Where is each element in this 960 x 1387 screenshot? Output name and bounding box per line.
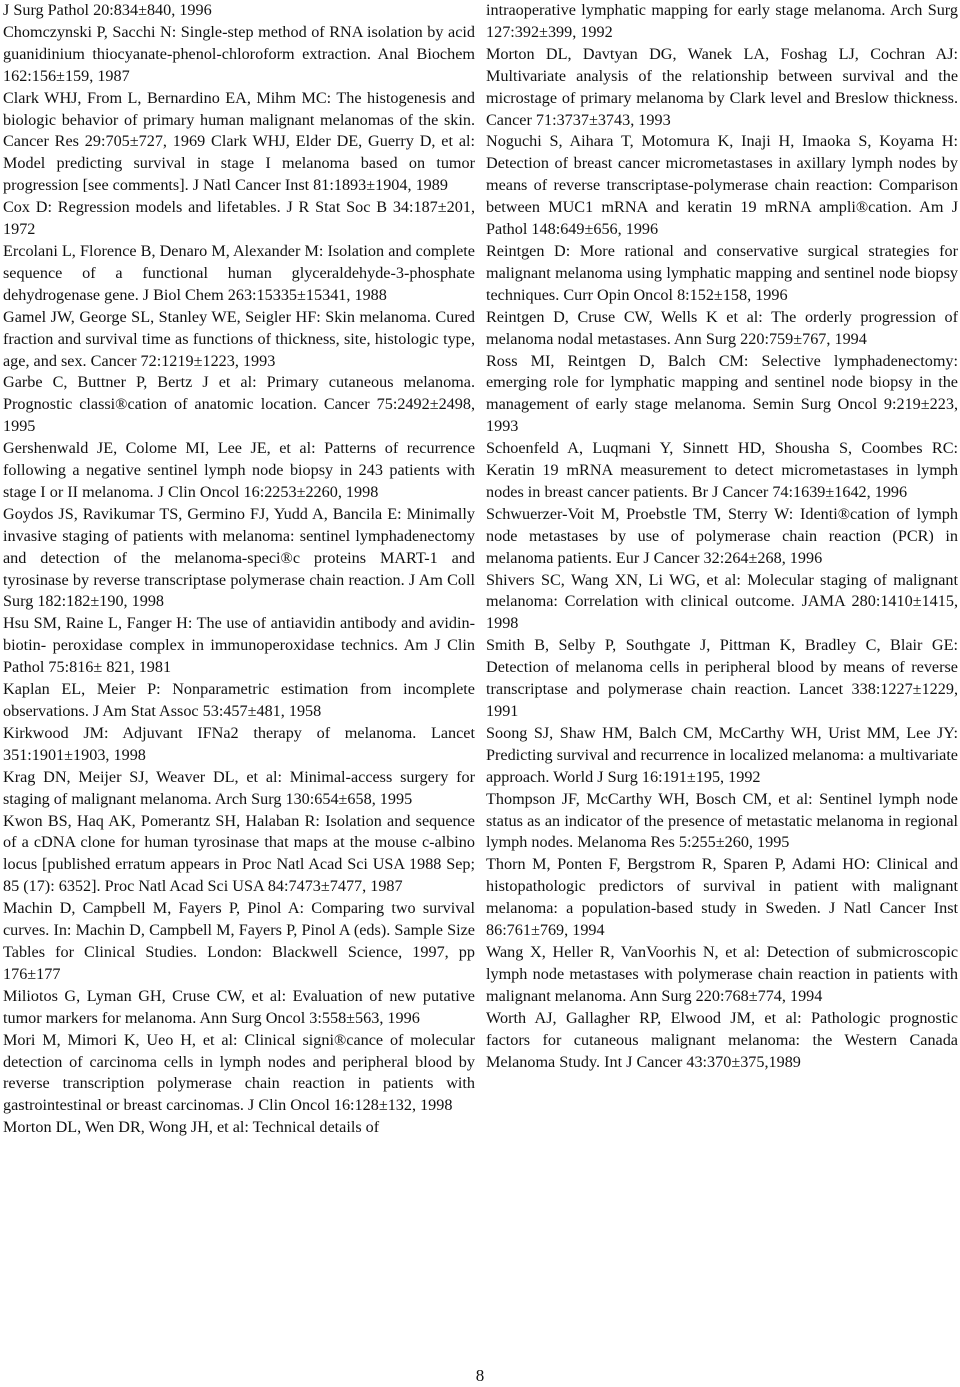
reference-entry: Ercolani L, Florence B, Denaro M, Alexander M: Isolation and complete sequence of a functional human glyceraldehyde-3-phosphate dehydrogenase gene. J Biol Chem 263:15335±15341, 1988 — [3, 241, 475, 304]
reference-entry: Schwuerzer-Voit M, Proebstle TM, Sterry W: Identi®cation of lymph node metastases by use of polymerase chain reaction (PCR) in melanoma patients. Eur J Cancer 32:264±268, 1996 — [486, 504, 958, 567]
reference-entry: Miliotos G, Lyman GH, Cruse CW, et al: Evaluation of new putative tumor markers for melanoma. Ann Surg Oncol 3:558±563, 1996 — [3, 986, 475, 1027]
reference-entry: Kaplan EL, Meier P: Nonparametric estimation from incomplete observations. J Am Stat Assoc 53:457±481, 1958 — [3, 680, 475, 720]
reference-entry: Noguchi S, Aihara T, Motomura K, Inaji H, Imaoka S, Koyama H: Detection of breast cancer micrometastases in axillary lymph nodes by means of reverse transcriptase-polymerase chain reaction: Comparison between MUC1 mRNA and keratin 19 mRNA ampli®cation. Am J Pathol 148:649±656, 1996 — [486, 132, 958, 239]
reference-entry: Machin D, Campbell M, Fayers P, Pinol A: Comparing two survival curves. In: Machin D, Campbell M, Fayers P, Pinol A (eds). Sample Size Tables for Clinical Studies. London: Blackwell Science, 1997, pp 176±177 — [3, 899, 475, 983]
reference-entry: Wang X, Heller R, VanVoorhis N, et al: Detection of submicroscopic lymph node metastases with polymerase chain reaction in patients with malignant melanoma. Ann Surg 220:768±774, 1994 — [486, 942, 958, 1005]
reference-entry: Gershenwald JE, Colome MI, Lee JE, et al: Patterns of recurrence following a negative sentinel lymph node biopsy in 243 patients with stage I or II melanoma. J Clin Oncol 16:2253±2260, 1998 — [3, 439, 475, 501]
reference-entry: Chomczynski P, Sacchi N: Single-step method of RNA isolation by acid guanidinium thiocyanate-phenol-chloroform extraction. Anal Biochem 162:156±159, 1987 — [3, 22, 475, 85]
reference-entry: Shivers SC, Wang XN, Li WG, et al: Molecular staging of malignant melanoma: Correlation with clinical outcome. JAMA 280:1410±1415, 1998 — [486, 570, 958, 633]
reference-entry: Garbe C, Buttner P, Bertz J et al: Primary cutaneous melanoma. Prognostic classi®cation of anatomic location. Cancer 75:2492±2498, 1995 — [3, 373, 475, 436]
reference-entry: Kwon BS, Haq AK, Pomerantz SH, Halaban R: Isolation and sequence of a cDNA clone for human tyrosinase that maps at the mouse c-albino locus [published erratum appears in Proc Natl Acad Sci USA 1988 Sep; 85 (17): 6352]. Proc Natl Acad Sci USA 84:7473±7477, 1987 — [3, 811, 475, 896]
reference-entry: Schoenfeld A, Luqmani Y, Sinnett HD, Shousha S, Coombes RC: Keratin 19 mRNA measurement to detect micrometastases in lymph nodes in breast cancer patients. Br J Cancer 74:1639±1642, 1996 — [486, 439, 958, 501]
reference-entry: Mori M, Mimori K, Ueo H, et al: Clinical signi®cance of molecular detection of carcinoma cells in lymph nodes and peripheral blood by reverse transcription polymerase chain reaction in patients with gastrointestinal or breast carcinomas. J Clin Oncol 16:128±132, 1998 — [3, 1030, 475, 1115]
reference-entry: Morton DL, Wen DR, Wong JH, et al: Technical details of — [3, 1118, 380, 1137]
reference-entry: Ross MI, Reintgen D, Balch CM: Selective lymphadenectomy: emerging role for lymphatic mapping and sentinel node biopsy in the management of early stage melanoma. Semin Surg Oncol 9:219±223, 1993 — [486, 351, 958, 436]
reference-entry: Thorn M, Ponten F, Bergstrom R, Sparen P, Adami HO: Clinical and histopathologic predictors of survival in patient with malignant melanoma: a population-based study in Sweden. J Natl Cancer Inst 86:761±769, 1994 — [486, 855, 958, 940]
reference-entry: Thompson JF, McCarthy WH, Bosch CM, et al: Sentinel lymph node status as an indicator of the presence of metastatic melanoma in regional lymph nodes. Melanoma Res 5:255±260, 1995 — [486, 789, 958, 852]
reference-entry: Hsu SM, Raine L, Fanger H: The use of antiavidin antibody and avidin-biotin- peroxidase complex in immunoperoxidase technics. Am J Clin Pathol 75:816± 821, 1981 — [3, 614, 475, 677]
references-right-column — [486, 0, 958, 1073]
page-number: 8 — [475, 1366, 485, 1385]
reference-entry: Worth AJ, Gallagher RP, Elwood JM, et al: Pathologic prognostic factors for cutaneous malignant melanoma: the Western Canada Melanoma Study. Int J Cancer 43:370±375,1989 — [486, 1008, 958, 1071]
reference-entry: Soong SJ, Shaw HM, Balch CM, McCarthy WH, Urist MM, Lee JY: Predicting survival and recurrence in localized melanoma: a multivariate approach. World J Surg 16:191±195, 1992 — [486, 723, 958, 786]
reference-entry: Reintgen D, Cruse CW, Wells K et al: The orderly progression of melanoma nodal metastases. Ann Surg 220:759±767, 1994 — [486, 307, 958, 348]
reference-entry: Goydos JS, Ravikumar TS, Germino FJ, Yudd A, Bancila E: Minimally invasive staging of patients with melanoma: sentinel lymphadenectomy and detection of the melanoma-speci®c proteins MART-1 and tyrosinase by reverse transcriptase polymerase chain reaction. J Am Coll Surg 182:182±190, 1998 — [3, 504, 475, 611]
reference-entry: Smith B, Selby P, Southgate J, Pittman K, Bradley C, Blair GE: Detection of melanoma cells in peripheral blood by means of reverse transcriptase and polymerase chain reaction. Lancet 338:1227±1229, 1991 — [486, 636, 958, 720]
reference-entry: Clark WHJ, From L, Bernardino EA, Mihm MC: The histogenesis and biologic behavior of primary human malignant melanomas of the skin. Cancer Res 29:705±727, 1969 Clark WHJ, Elder DE, Guerry D, et al: Model predicting survival in stage I melanoma based on tumor progression [see comments]. J Natl Cancer Inst 81:1893±1904, 1989 — [3, 88, 475, 195]
references-left-column — [3, 0, 475, 1139]
reference-entry: Cox D: Regression models and lifetables. J R Stat Soc B 34:187±201, 1972 — [3, 198, 475, 239]
reference-entry: Gamel JW, George SL, Stanley WE, Seigler HF: Skin melanoma. Cured fraction and survival time as functions of thickness, site, histologic type, age, and sex. Cancer 72:1219±1223, 1993 — [3, 307, 475, 370]
reference-entry: Krag DN, Meijer SJ, Weaver DL, et al: Minimal-access surgery for staging of malignant melanoma. Arch Surg 130:654±658, 1995 — [3, 767, 475, 808]
reference-entry: Morton DL, Davtyan DG, Wanek LA, Foshag LJ, Cochran AJ: Multivariate analysis of the relationship between survival and the microstage of primary melanoma by Clark level and Breslow thickness. Cancer 71:3737±3743, 1993 — [486, 44, 958, 129]
reference-entry: Reintgen D: More rational and conservative surgical strategies for malignant melanoma using lymphatic mapping and sentinel node biopsy techniques. Curr Opin Oncol 8:152±158, 1996 — [486, 241, 958, 304]
reference-entry: J Surg Pathol 20:834±840, 1996 — [3, 1, 212, 19]
reference-entry: intraoperative lymphatic mapping for early stage melanoma. Arch Surg 127:392±399, 1992 — [486, 1, 958, 41]
reference-entry: Kirkwood JM: Adjuvant IFNa2 therapy of melanoma. Lancet 351:1901±1903, 1998 — [3, 723, 475, 764]
